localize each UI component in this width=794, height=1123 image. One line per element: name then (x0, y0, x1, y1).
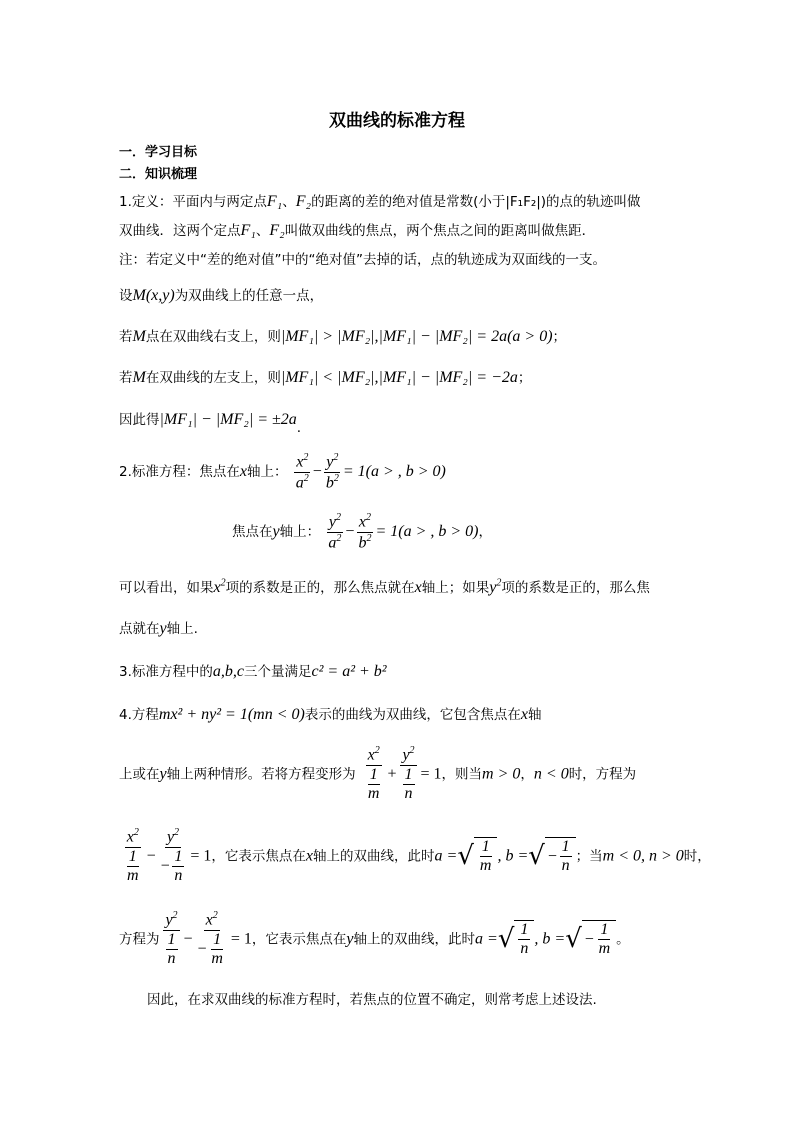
observation-line-2 (119, 617, 198, 638)
abc-vars: a,b,c (212, 663, 244, 680)
definition-note: 注：若定义中“差的绝对值”中的“绝对值”去掉的话，点的轨迹成为双面线的一支。 (119, 252, 606, 268)
page-title: 双曲线的标准方程 (329, 111, 465, 131)
text: ；当 (575, 848, 603, 865)
text: ，它表示焦点在 (211, 848, 306, 865)
text: 4.方程 (119, 707, 159, 723)
y-var: y (346, 930, 354, 948)
observation-line-1 (119, 576, 650, 597)
text: 轴上；如果 (421, 580, 490, 596)
sqrt-neg-1-over-n: √ − $\frac{1}{n}$ (528, 837, 575, 876)
fraction-y2-a2: $\frac{y^2}{a^2}$ (328, 512, 342, 552)
standard-equation-y: 焦点在y轴上： $\frac{y^2}{a^2}$ − $\frac{x^2}{b^2}$ = 1(a > , b > 0)， (232, 512, 492, 552)
right-branch-formula: |MF₁| > |MF₂|,|MF₁| − |MF₂| = 2a(a > 0) (280, 328, 553, 345)
definition-line-1 (119, 190, 641, 211)
x-var: x (239, 463, 247, 481)
definition-line-2 (119, 219, 595, 240)
text: 的距离的差的绝对值是常数(小于|F₁F₂|)的点的轨迹叫做 (311, 194, 641, 210)
equals-one: = 1 (230, 930, 252, 948)
standard-equation-x: 2.标准方程：焦点在x轴上： $\frac{x^2}{a^2}$ − $\frac{y^2}{b^2}$ = 1(a > , b > 0) (119, 452, 446, 492)
general-equation-line (119, 703, 541, 724)
text: 、 (282, 194, 296, 210)
text: 因此得 (119, 412, 160, 428)
sqrt-1-over-n: √ $\frac{1}{n}$ (498, 920, 535, 959)
fraction-x2-over-1m: $\frac{x^2}{\frac{1}{m}}$ (367, 745, 380, 803)
hence-formula (119, 408, 302, 436)
b-equals: , b = (497, 847, 529, 865)
fraction-x2-over-neg1m: $x^2$ − $\frac{1}{m}$ (196, 910, 223, 968)
text: 点在双曲线右支上，则 (145, 329, 281, 345)
text: 时， (683, 848, 711, 865)
text: 时，方程为 (568, 766, 637, 783)
text: ， (520, 766, 534, 783)
text: ， (478, 524, 492, 541)
x-var: x (414, 579, 422, 596)
right-branch-condition (119, 325, 566, 346)
text: 在双曲线的左支上，则 (145, 370, 281, 386)
text: ，它表示焦点在 (251, 931, 347, 948)
text: ； (552, 329, 567, 345)
fraction-x2-b2: $\frac{x^2}{b^2}$ (358, 512, 372, 552)
x-var: x (520, 706, 528, 723)
text: 方程为 (119, 931, 160, 948)
transform-line: 上或在y轴上两种情形。若将方程变形为 $\frac{x^2}{\frac{1}{m}}$ + $\frac{y^2}{\frac{1}{n}}$ = 1，则当m > 0，n < 0时，方程为 (119, 745, 637, 803)
text: 、 (255, 223, 270, 239)
text: 项的系数是正的，那么焦点就在 (225, 580, 415, 596)
point-m: M(x,y) (132, 287, 175, 304)
y-squared: $y^2$ (489, 577, 502, 596)
y-axis-case-line: 方程为 $\frac{y^2}{\frac{1}{n}}$ − $x^2$ − $\frac{1}{m}$ = 1，它表示焦点在y轴上的双曲线，此时a = √ $\frac{1}{n}$ , b = √ − $\frac{1}{m}$ 。 (119, 910, 630, 968)
condition-m: m > 0 (482, 765, 521, 783)
text: 轴上的双曲线，此时 (313, 848, 435, 865)
condition-mn: m < 0, n > 0 (602, 847, 684, 865)
fraction-y2-b2: $\frac{y^2}{b^2}$ (325, 452, 339, 492)
text: 可以看出，如果 (119, 580, 214, 596)
text: 1.定义：平面内与两定点 (119, 194, 267, 210)
a-equals: a = (434, 847, 458, 865)
left-branch-formula: |MF₁| < |MF₂|,|MF₁| − |MF₂| = −2a (280, 369, 518, 386)
text: ，则当 (441, 766, 483, 783)
y-var: y (159, 620, 167, 637)
text: 设 (119, 288, 133, 304)
text: 表示的曲线为双曲线，它包含焦点在 (304, 707, 521, 723)
fraction-x2-over-1m: $\frac{x^2}{\frac{1}{m}}$ (126, 827, 139, 885)
f1-symbol: F₁ (240, 222, 256, 239)
x-axis-case-line: $\frac{x^2}{\frac{1}{m}}$ − $y^2$ − $\frac{1}{n}$ = 1，它表示焦点在x轴上的双曲线，此时a = √ $\frac{1}{m}$ , b = √ − $\frac{1}{n}$ ；当m < 0, n > 0时， (119, 827, 711, 886)
text: 点就在 (119, 621, 160, 637)
text: 。 (616, 931, 630, 948)
abc-relation-formula: c² = a² + b² (311, 663, 387, 680)
point-m: M (132, 369, 146, 386)
b-equals: , b = (534, 930, 566, 948)
f2-symbol: F₂ (269, 222, 285, 239)
point-setting (119, 284, 323, 305)
text: 若 (119, 370, 133, 386)
text: 上或在 (119, 766, 160, 783)
text: . (296, 420, 302, 436)
y-var: y (159, 765, 167, 783)
fraction-x2-a2: $\frac{x^2}{a^2}$ (295, 452, 309, 492)
text: 三个量满足 (244, 664, 312, 680)
x-equation-condition: = 1(a > , b > 0) (342, 463, 446, 481)
text: 焦点在 (232, 524, 273, 541)
fraction-y2-over-1n: $\frac{y^2}{\frac{1}{n}}$ (402, 745, 415, 803)
f2-symbol: F₂ (295, 193, 312, 210)
fraction-y2-over-neg1n: $y^2$ − $\frac{1}{n}$ (159, 827, 183, 885)
text: 2.标准方程：焦点在 (119, 464, 240, 481)
text: 3.标准方程中的 (119, 664, 213, 680)
y-equation-condition: = 1(a > , b > 0) (375, 523, 479, 541)
text: 轴上两种情形。若将方程变形为 (166, 766, 356, 783)
text: ； (517, 370, 532, 386)
text: 若 (119, 329, 133, 345)
section-heading-goals: 一．学习目标 (119, 145, 198, 160)
y-var: y (272, 523, 280, 541)
section-heading-knowledge: 二．知识梳理 (119, 167, 198, 182)
text: 轴上的双曲线，此时 (353, 931, 476, 948)
equals-one: = 1 (420, 765, 442, 783)
relation-abc (119, 660, 387, 681)
f1-symbol: F₁ (266, 193, 283, 210)
left-branch-condition (119, 366, 531, 387)
text: 双曲线．这两个定点 (119, 223, 241, 239)
sqrt-neg-1-over-m: √ − $\frac{1}{m}$ (565, 920, 616, 959)
point-m: M (132, 328, 146, 345)
a-equals: a = (475, 930, 498, 948)
difference-formula: |MF₁| − |MF₂| = ±2a (159, 411, 297, 428)
general-equation: mx² + ny² = 1(mn < 0) (158, 706, 305, 723)
text: 轴上： (279, 524, 321, 541)
text: 项的系数是正的，那么焦 (501, 580, 650, 596)
sqrt-1-over-m: √ $\frac{1}{m}$ (457, 837, 497, 876)
conclusion-paragraph: 因此，在求双曲线的标准方程时，若焦点的位置不确定，则常考虑上述设法. (147, 992, 597, 1008)
text: 轴上. (166, 621, 198, 637)
text: 轴上： (247, 464, 288, 481)
text: 叫做双曲线的焦点，两个焦点之间的距离叫做焦距． (284, 223, 596, 239)
condition-n: n < 0 (533, 765, 569, 783)
x-squared: $x^2$ (213, 577, 226, 596)
text: 为双曲线上的任意一点， (174, 288, 324, 304)
equals-one: = 1 (190, 847, 212, 865)
x-var: x (305, 847, 314, 865)
text: 轴 (527, 707, 542, 723)
fraction-y2-over-1n: $\frac{y^2}{\frac{1}{n}}$ (165, 910, 178, 968)
